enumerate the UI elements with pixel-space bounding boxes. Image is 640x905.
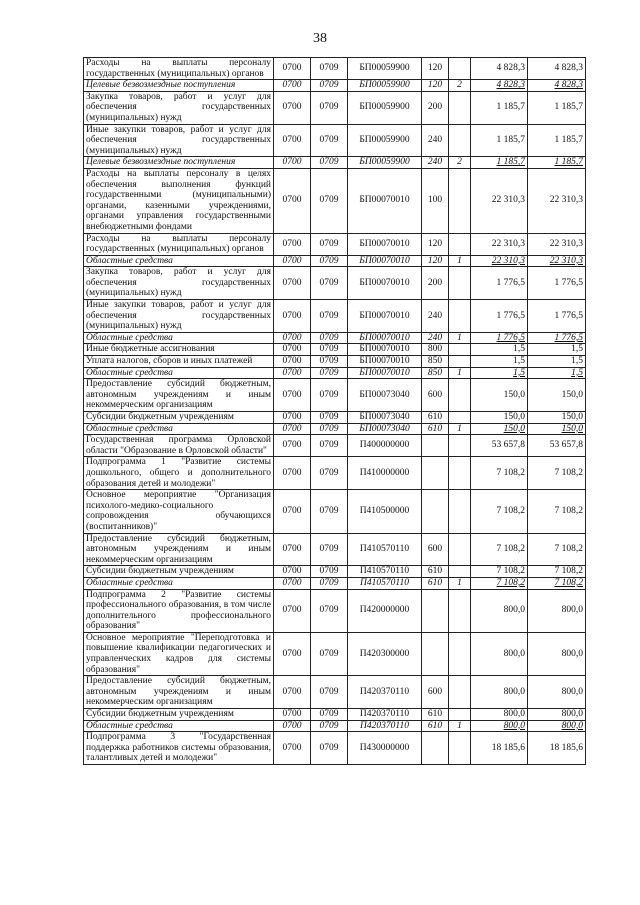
row-target-article: БП00070010 [348,255,422,267]
row-amount-1: 7 108,2 [471,490,528,533]
row-section-code: 0700 [274,490,311,533]
row-subsection-code: 0709 [311,732,348,765]
row-amount-1: 7 108,2 [471,533,528,566]
row-section-code: 0700 [274,80,311,92]
row-name-cell: Закупка товаров, работ и услуг для обеспечения государственных (муниципальных) нужд [84,267,274,300]
row-section-code: 0700 [274,344,311,356]
row-funding-source [449,457,471,490]
row-subsection-code: 0709 [311,267,348,300]
row-funding-source: 1 [449,423,471,435]
row-funding-source [449,490,471,533]
table-row [84,632,586,675]
row-amount-1: 800,0 [471,589,528,632]
row-name-cell: Закупка товаров, работ и услуг для обеспечения государственных (муниципальных) нужд [84,91,274,124]
row-name-cell: Расходы на выплаты персоналу государственных (муниципальных) органов [84,58,274,80]
row-subsection-code: 0709 [311,533,348,566]
row-funding-source [449,91,471,124]
row-target-article: БП00070010 [348,267,422,300]
row-target-article: БП00059900 [348,124,422,157]
row-name-cell: Предоставление субсидий бюджетным, автономным учреждениям и иным некоммерческим организациям [84,676,274,709]
row-amount-1: 1 185,7 [471,91,528,124]
row-funding-source: 1 [449,720,471,732]
row-section-code: 0700 [274,300,311,333]
row-amount-1: 7 108,2 [471,457,528,490]
row-expense-type: 240 [422,300,449,333]
row-funding-source [449,356,471,368]
row-name-cell: Областные средства [84,332,274,344]
row-expense-type: 610 [422,577,449,589]
row-name-cell: Подпрограмма 3 "Государственная поддержка работников системы образования, талантливых детей и молодежи" [84,732,274,765]
row-amount-2: 800,0 [528,709,586,721]
row-expense-type [422,490,449,533]
row-funding-source [449,300,471,333]
row-funding-source [449,344,471,356]
row-subsection-code: 0709 [311,80,348,92]
row-section-code: 0700 [274,356,311,368]
row-subsection-code: 0709 [311,168,348,233]
row-expense-type: 120 [422,58,449,80]
row-amount-1: 800,0 [471,676,528,709]
row-funding-source [449,676,471,709]
row-amount-2: 150,0 [528,379,586,412]
row-amount-1: 22 310,3 [471,233,528,255]
row-target-article: БП00070010 [348,356,422,368]
row-amount-1: 7 108,2 [471,577,528,589]
row-name-cell: Областные средства [84,577,274,589]
row-name-cell: Расходы на выплаты персоналу государственных (муниципальных) органов [84,233,274,255]
row-amount-2: 1 776,5 [528,300,586,333]
row-section-code: 0700 [274,457,311,490]
row-name-cell: Субсидии бюджетным учреждениям [84,412,274,424]
table-row [84,435,586,457]
row-name-cell: Подпрограмма 1 "Развитие системы дошкольного, общего и дополнительного образования детей и молодежи" [84,457,274,490]
row-amount-1: 150,0 [471,412,528,424]
row-subsection-code: 0709 [311,255,348,267]
row-funding-source [449,58,471,80]
row-amount-2: 1,5 [528,367,586,379]
row-target-article: П410570110 [348,566,422,578]
row-name-cell: Иные закупки товаров, работ и услуг для обеспечения государственных (муниципальных) нужд [84,300,274,333]
row-target-article: П410000000 [348,457,422,490]
row-name-cell: Областные средства [84,255,274,267]
row-subsection-code: 0709 [311,423,348,435]
row-amount-1: 1,5 [471,367,528,379]
row-subsection-code: 0709 [311,157,348,169]
table-row [84,233,586,255]
row-target-article: П400000000 [348,435,422,457]
row-expense-type: 120 [422,80,449,92]
row-name-cell: Иные бюджетные ассигнования [84,344,274,356]
row-funding-source: 2 [449,80,471,92]
row-expense-type [422,589,449,632]
row-amount-1: 150,0 [471,379,528,412]
table-row [84,267,586,300]
row-subsection-code: 0709 [311,412,348,424]
row-target-article: П410570110 [348,577,422,589]
row-amount-1: 1 185,7 [471,157,528,169]
row-target-article: П430000000 [348,732,422,765]
row-amount-2: 800,0 [528,632,586,675]
row-amount-1: 4 828,3 [471,80,528,92]
row-amount-2: 800,0 [528,589,586,632]
row-expense-type: 120 [422,233,449,255]
row-expense-type: 850 [422,367,449,379]
row-expense-type: 600 [422,533,449,566]
table-row [84,457,586,490]
table-row [84,490,586,533]
row-expense-type: 610 [422,423,449,435]
table-row [84,379,586,412]
row-amount-2: 18 185,6 [528,732,586,765]
row-amount-2: 7 108,2 [528,490,586,533]
row-funding-source: 1 [449,332,471,344]
row-expense-type: 610 [422,720,449,732]
row-name-cell: Предоставление субсидий бюджетным, автономным учреждениям и иным некоммерческим организациям [84,379,274,412]
row-target-article: БП00070010 [348,168,422,233]
row-expense-type: 610 [422,566,449,578]
row-subsection-code: 0709 [311,566,348,578]
row-amount-1: 4 828,3 [471,58,528,80]
row-section-code: 0700 [274,709,311,721]
row-amount-1: 1,5 [471,356,528,368]
row-amount-2: 800,0 [528,676,586,709]
row-amount-2: 150,0 [528,412,586,424]
row-target-article: П420300000 [348,632,422,675]
table-row [84,412,586,424]
table-row [84,91,586,124]
row-funding-source [449,435,471,457]
table-row [84,255,586,267]
row-amount-2: 4 828,3 [528,58,586,80]
row-expense-type: 610 [422,709,449,721]
row-expense-type: 850 [422,356,449,368]
row-section-code: 0700 [274,233,311,255]
row-funding-source [449,632,471,675]
row-target-article: БП00070010 [348,367,422,379]
table-row [84,344,586,356]
row-amount-2: 7 108,2 [528,457,586,490]
row-section-code: 0700 [274,267,311,300]
row-subsection-code: 0709 [311,676,348,709]
row-target-article: БП00073040 [348,379,422,412]
row-expense-type: 240 [422,124,449,157]
table-row [84,157,586,169]
row-section-code: 0700 [274,157,311,169]
row-amount-2: 1 185,7 [528,157,586,169]
row-section-code: 0700 [274,255,311,267]
row-amount-1: 1 776,5 [471,300,528,333]
row-expense-type: 240 [422,332,449,344]
row-amount-1: 22 310,3 [471,255,528,267]
row-subsection-code: 0709 [311,709,348,721]
row-target-article: П420370110 [348,676,422,709]
row-expense-type: 610 [422,412,449,424]
row-funding-source [449,732,471,765]
row-funding-source [449,412,471,424]
row-target-article: БП00073040 [348,412,422,424]
row-subsection-code: 0709 [311,233,348,255]
row-amount-2: 22 310,3 [528,168,586,233]
row-name-cell: Уплата налогов, сборов и иных платежей [84,356,274,368]
row-section-code: 0700 [274,332,311,344]
table-row [84,533,586,566]
row-subsection-code: 0709 [311,91,348,124]
row-subsection-code: 0709 [311,577,348,589]
row-expense-type: 600 [422,676,449,709]
row-amount-2: 7 108,2 [528,577,586,589]
row-expense-type: 100 [422,168,449,233]
row-funding-source [449,124,471,157]
row-amount-1: 150,0 [471,423,528,435]
row-name-cell: Целевые безвозмездные поступления [84,80,274,92]
table-row [84,423,586,435]
table-row [84,367,586,379]
page-number: 38 [313,31,327,46]
row-funding-source: 1 [449,577,471,589]
row-funding-source: 1 [449,255,471,267]
budget-table [83,57,586,765]
row-amount-1: 22 310,3 [471,168,528,233]
row-section-code: 0700 [274,533,311,566]
row-section-code: 0700 [274,720,311,732]
row-funding-source [449,533,471,566]
row-subsection-code: 0709 [311,332,348,344]
row-funding-source: 1 [449,367,471,379]
table-row [84,577,586,589]
row-amount-2: 4 828,3 [528,80,586,92]
row-subsection-code: 0709 [311,344,348,356]
row-subsection-code: 0709 [311,356,348,368]
row-funding-source [449,589,471,632]
row-funding-source [449,709,471,721]
row-expense-type [422,632,449,675]
row-name-cell: Основное мероприятие "Переподготовка и повышение квалификации педагогических и управленческих кадров для системы образования" [84,632,274,675]
row-target-article: БП00073040 [348,423,422,435]
row-name-cell: Субсидии бюджетным учреждениям [84,709,274,721]
row-name-cell: Расходы на выплаты персоналу в целях обеспечения выполнения функций государственными (муниципальными) органами, казенными учреждениями, органами управления государственными внебюджетными фондами [84,168,274,233]
row-expense-type [422,732,449,765]
row-amount-1: 7 108,2 [471,566,528,578]
table-row [84,300,586,333]
row-expense-type [422,457,449,490]
row-target-article: П420000000 [348,589,422,632]
row-target-article: БП00070010 [348,332,422,344]
row-amount-2: 7 108,2 [528,533,586,566]
table-row [84,720,586,732]
row-section-code: 0700 [274,412,311,424]
row-section-code: 0700 [274,577,311,589]
row-amount-1: 53 657,8 [471,435,528,457]
row-subsection-code: 0709 [311,490,348,533]
row-funding-source [449,267,471,300]
row-amount-2: 22 310,3 [528,255,586,267]
row-funding-source: 2 [449,157,471,169]
row-section-code: 0700 [274,566,311,578]
row-amount-1: 800,0 [471,720,528,732]
table-row [84,709,586,721]
row-amount-2: 1 185,7 [528,124,586,157]
row-expense-type: 800 [422,344,449,356]
row-subsection-code: 0709 [311,300,348,333]
budget-table-body [84,58,586,765]
row-amount-1: 800,0 [471,709,528,721]
row-target-article: БП00059900 [348,157,422,169]
row-funding-source [449,233,471,255]
row-subsection-code: 0709 [311,124,348,157]
row-amount-2: 22 310,3 [528,233,586,255]
table-row [84,332,586,344]
row-target-article: БП00059900 [348,58,422,80]
row-amount-2: 1,5 [528,344,586,356]
row-target-article: БП00070010 [348,233,422,255]
row-name-cell: Иные закупки товаров, работ и услуг для обеспечения государственных (муниципальных) нужд [84,124,274,157]
row-target-article: БП00059900 [348,91,422,124]
row-name-cell: Субсидии бюджетным учреждениям [84,566,274,578]
row-name-cell: Предоставление субсидий бюджетным, автономным учреждениям и иным некоммерческим организациям [84,533,274,566]
row-section-code: 0700 [274,91,311,124]
row-amount-1: 1 185,7 [471,124,528,157]
row-amount-2: 7 108,2 [528,566,586,578]
row-amount-2: 800,0 [528,720,586,732]
row-subsection-code: 0709 [311,379,348,412]
row-section-code: 0700 [274,124,311,157]
row-target-article: БП00070010 [348,344,422,356]
row-section-code: 0700 [274,168,311,233]
row-funding-source [449,168,471,233]
row-subsection-code: 0709 [311,58,348,80]
row-name-cell: Целевые безвозмездные поступления [84,157,274,169]
table-row [84,356,586,368]
row-amount-1: 800,0 [471,632,528,675]
table-row [84,124,586,157]
row-subsection-code: 0709 [311,367,348,379]
row-section-code: 0700 [274,58,311,80]
table-row [84,566,586,578]
row-amount-1: 1,5 [471,344,528,356]
row-section-code: 0700 [274,589,311,632]
row-amount-1: 1 776,5 [471,267,528,300]
table-row [84,80,586,92]
row-target-article: П410500000 [348,490,422,533]
row-amount-2: 1 776,5 [528,332,586,344]
row-amount-2: 1,5 [528,356,586,368]
row-expense-type: 120 [422,255,449,267]
table-row [84,58,586,80]
row-target-article: БП00059900 [348,80,422,92]
row-name-cell: Основное мероприятие "Организация психолого-медико-социального сопровождения обучающихся (воспитанников)" [84,490,274,533]
row-funding-source [449,379,471,412]
row-expense-type: 600 [422,379,449,412]
row-name-cell: Областные средства [84,367,274,379]
row-target-article: П420370110 [348,709,422,721]
row-subsection-code: 0709 [311,720,348,732]
row-section-code: 0700 [274,632,311,675]
row-amount-1: 18 185,6 [471,732,528,765]
row-section-code: 0700 [274,367,311,379]
row-expense-type [422,435,449,457]
row-expense-type: 240 [422,157,449,169]
row-section-code: 0700 [274,676,311,709]
row-name-cell: Областные средства [84,423,274,435]
table-row [84,676,586,709]
row-section-code: 0700 [274,732,311,765]
row-expense-type: 200 [422,267,449,300]
table-row [84,168,586,233]
table-row [84,589,586,632]
row-subsection-code: 0709 [311,589,348,632]
row-name-cell: Государственная программа Орловской области "Образование в Орловской области" [84,435,274,457]
row-funding-source [449,566,471,578]
row-amount-2: 1 776,5 [528,267,586,300]
row-amount-2: 1 185,7 [528,91,586,124]
row-amount-1: 1 776,5 [471,332,528,344]
table-row [84,732,586,765]
row-amount-2: 53 657,8 [528,435,586,457]
row-target-article: БП00070010 [348,300,422,333]
row-name-cell: Подпрограмма 2 "Развитие системы профессионального образования, в том числе дополнительного профессионального образования" [84,589,274,632]
row-section-code: 0700 [274,435,311,457]
row-target-article: П410570110 [348,533,422,566]
row-section-code: 0700 [274,423,311,435]
row-amount-2: 150,0 [528,423,586,435]
row-target-article: П420370110 [348,720,422,732]
row-expense-type: 200 [422,91,449,124]
row-subsection-code: 0709 [311,632,348,675]
row-subsection-code: 0709 [311,457,348,490]
row-name-cell: Областные средства [84,720,274,732]
row-section-code: 0700 [274,379,311,412]
row-subsection-code: 0709 [311,435,348,457]
